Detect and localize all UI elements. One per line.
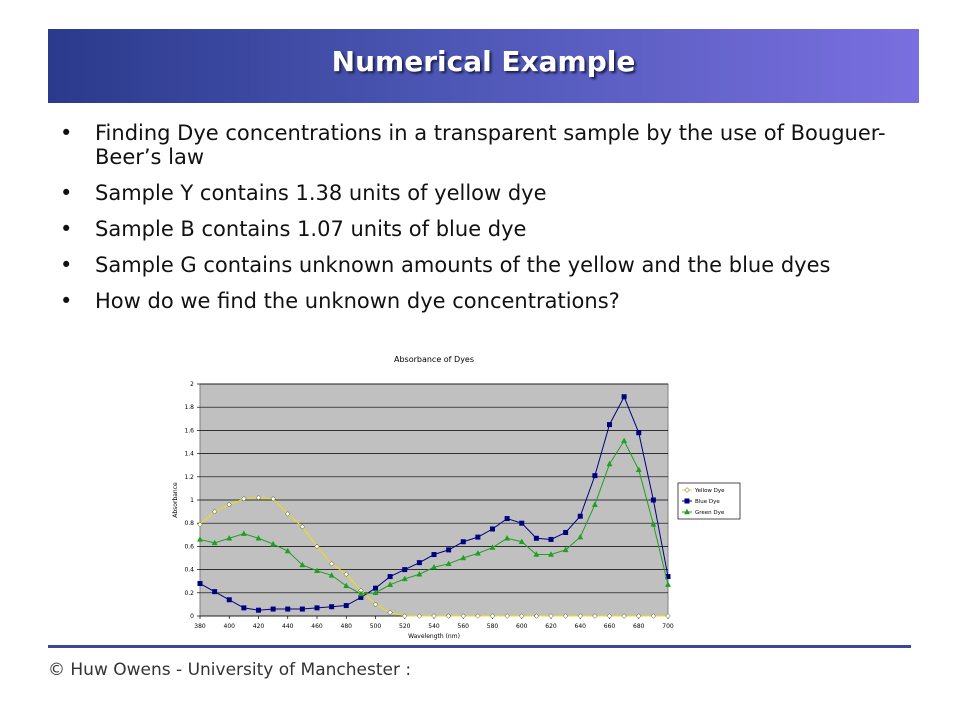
data-point <box>198 582 202 586</box>
bullet-text: Sample G contains unknown amounts of the yellow and the blue dyes <box>95 253 831 277</box>
x-tick-label: 620 <box>545 623 557 630</box>
bullet-icon: • <box>60 217 73 241</box>
x-tick-label: 700 <box>662 623 674 630</box>
legend-label: Yellow Dye <box>695 488 725 494</box>
bullet-item <box>58 217 918 241</box>
data-point <box>564 530 568 534</box>
x-tick-label: 460 <box>311 623 323 630</box>
bullet-icon: • <box>60 121 73 145</box>
bullet-text: How do we find the unknown dye concentrations? <box>95 289 620 313</box>
bullet-text: Sample B contains 1.07 units of blue dye <box>95 217 527 241</box>
data-point <box>651 498 655 502</box>
x-tick-label: 500 <box>369 623 382 630</box>
y-tick-label: 1.2 <box>184 473 194 481</box>
legend-label: Blue Dye <box>695 499 720 505</box>
y-tick-label: 0 <box>190 613 194 620</box>
y-tick-label: 0.4 <box>184 566 194 574</box>
data-point <box>578 514 582 518</box>
x-tick-label: 680 <box>633 623 645 630</box>
x-tick-label: 640 <box>574 623 586 630</box>
legend-marker <box>685 499 689 503</box>
data-point <box>227 598 231 602</box>
x-tick-label: 520 <box>399 623 411 630</box>
y-tick-label: 1 <box>190 497 194 504</box>
data-point <box>242 606 246 610</box>
x-tick-label: 660 <box>603 623 616 630</box>
data-point <box>417 561 421 565</box>
y-tick-label: 1.4 <box>184 450 194 458</box>
data-point <box>403 568 407 572</box>
data-point <box>608 423 612 427</box>
data-point <box>344 604 348 608</box>
data-point <box>271 607 275 611</box>
data-point <box>637 431 641 435</box>
data-point <box>476 535 480 539</box>
y-tick-label: 2 <box>190 381 194 388</box>
data-point <box>491 527 495 531</box>
data-point <box>286 607 290 611</box>
bullet-icon: • <box>60 253 73 277</box>
data-point <box>622 395 626 399</box>
y-tick-label: 0.2 <box>184 589 194 597</box>
y-tick-label: 0.6 <box>184 543 194 551</box>
data-point <box>534 536 538 540</box>
bullet-list <box>58 121 918 325</box>
legend-label: Green Dye <box>695 510 725 516</box>
data-point <box>315 606 319 610</box>
data-point <box>300 607 304 611</box>
bullet-item <box>58 121 918 169</box>
x-tick-label: 560 <box>457 623 469 630</box>
bullet-text: Sample Y contains 1.38 units of yellow dye <box>95 181 547 205</box>
slide-title: Numerical Example <box>331 45 636 78</box>
data-point <box>447 548 451 552</box>
x-tick-label: 540 <box>428 623 440 630</box>
data-point <box>505 517 509 521</box>
x-tick-label: 600 <box>516 623 528 630</box>
y-tick-label: 1.6 <box>184 427 194 435</box>
y-axis-label: Absorbance <box>172 482 179 518</box>
data-point <box>257 608 261 612</box>
x-tick-label: 400 <box>223 623 235 630</box>
x-tick-label: 440 <box>282 623 294 630</box>
chart-title: Absorbance of Dyes <box>393 355 475 364</box>
bullet-item <box>58 181 918 205</box>
data-point <box>388 575 392 579</box>
x-tick-label: 580 <box>486 623 499 630</box>
x-tick-label: 420 <box>252 623 265 630</box>
data-point <box>330 605 334 609</box>
y-tick-label: 0.8 <box>184 520 194 528</box>
data-point <box>549 537 553 541</box>
bullet-item <box>58 289 918 313</box>
x-tick-label: 380 <box>194 623 206 630</box>
absorbance-chart <box>160 350 760 640</box>
title-bar <box>48 29 919 103</box>
footer-rule <box>48 645 911 648</box>
x-axis-label: Wavelength (nm) <box>408 633 460 640</box>
data-point <box>213 590 217 594</box>
data-point <box>432 553 436 557</box>
data-point <box>461 540 465 544</box>
x-tick-label: 480 <box>340 623 352 630</box>
bullet-icon: • <box>60 181 73 205</box>
data-point <box>520 521 524 525</box>
bullet-icon: • <box>60 289 73 313</box>
y-tick-label: 1.8 <box>184 404 194 412</box>
bullet-text: Finding Dye concentrations in a transparent sample by the use of Bouguer-Beer’s law <box>95 121 886 169</box>
footer-text: © Huw Owens - University of Manchester : <box>48 660 412 680</box>
bullet-item <box>58 253 918 277</box>
data-point <box>593 474 597 478</box>
